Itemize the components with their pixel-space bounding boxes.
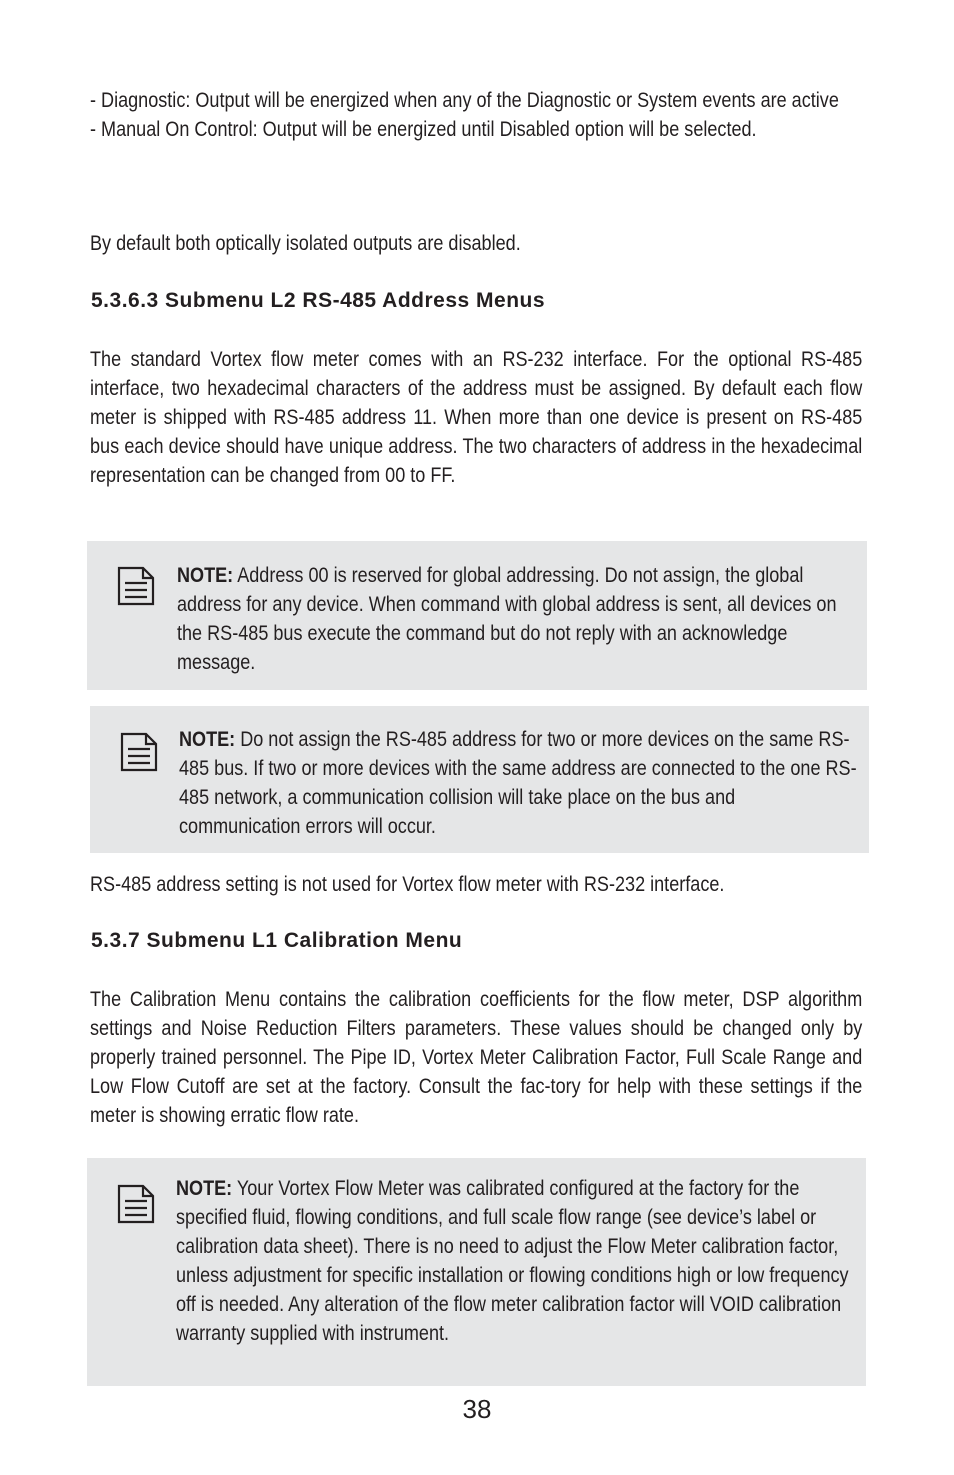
note-box-duplicate-address <box>90 706 869 853</box>
bullet-manual-on-control: - Manual On Control: Output will be energized until Disabled option will be selected. <box>90 118 757 141</box>
note-document-icon <box>120 732 158 772</box>
paragraph-rs485: The standard Vortex flow meter comes with an RS-232 interface. For the optional RS-485 interface, two hexadecimal characters of the address must be assigned. By default each flow meter is shipped with RS-485 address 11. When more than one device is present on RS-485 bus each device should have unique address. The two characters of address in the hexadecimal representation can be changed from 00 to FF. <box>90 348 863 487</box>
note-label: NOTE: <box>176 1177 233 1200</box>
section-heading-rs485: 5.3.6.3 Submenu L2 RS-485 Address Menus <box>91 289 546 312</box>
note-box-calibration <box>87 1158 866 1386</box>
bullet-diagnostic: - Diagnostic: Output will be energized when any of the Diagnostic or System events are active <box>90 89 839 112</box>
paragraph-default-outputs: By default both optically isolated outputs are disabled. <box>90 232 521 255</box>
note-label: NOTE: <box>177 564 234 587</box>
section-heading-calibration: 5.3.7 Submenu L1 Calibration Menu <box>91 929 463 952</box>
bullet-list <box>90 86 954 144</box>
note-text-global-address <box>177 561 856 677</box>
note-body: Address 00 is reserved for global addressing. Do not assign, the global address for any device. When command with global address is sent, all devices on the RS-485 bus execute the command but do not reply with an acknowledge message. <box>177 564 837 674</box>
note-text-duplicate-address <box>179 725 858 841</box>
note-body: Your Vortex Flow Meter was calibrated configured at the factory for the specified fluid, flowing conditions, and full scale flow range (see device’s label or calibration data sheet). There is no need to adjust the Flow Meter calibration factor, unless adjustment for specific installation or flowing conditions high or low frequency off is needed. Any alteration of the flow meter calibration factor will VOID calibration warranty supplied with instrument. <box>176 1177 849 1345</box>
note-label: NOTE: <box>179 728 236 751</box>
note-text-calibration <box>176 1174 855 1348</box>
note-box-global-address <box>87 541 867 690</box>
note-body: Do not assign the RS-485 address for two or more devices on the same RS-485 bus. If two or more devices with the same address are connected to the one RS-485 network, a communication collision will take place on the bus and communication errors will occur. <box>179 728 857 838</box>
note-document-icon <box>117 1184 155 1224</box>
note-document-icon <box>117 566 155 606</box>
paragraph-calibration: The Calibration Menu contains the calibration coefficients for the flow meter, DSP algorithm settings and Noise Reduction Filters parameters. These values should be changed only by properly trained personnel. The Pipe ID, Vortex Meter Calibration Factor, Full Scale Range and Low Flow Cutoff are set at the factory. Consult the fac-tory for help with these settings if the meter is showing erratic flow rate. <box>90 988 863 1127</box>
page-number: 38 <box>462 1394 492 1424</box>
paragraph-rs232: RS-485 address setting is not used for Vortex flow meter with RS-232 interface. <box>90 873 725 896</box>
